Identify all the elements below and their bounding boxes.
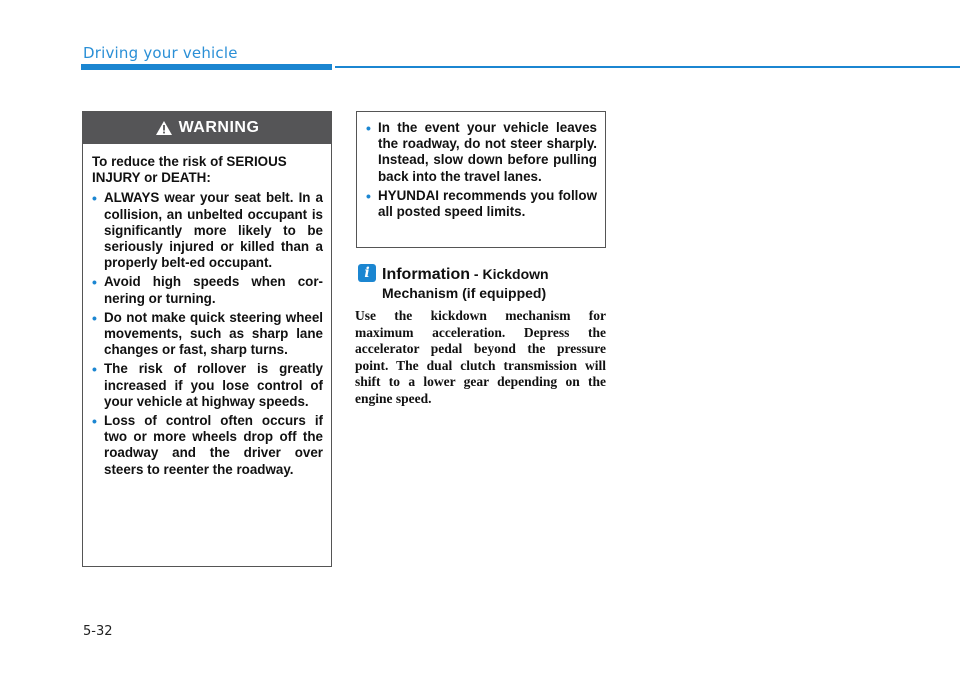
information-separator: -	[470, 266, 483, 282]
section-title: Driving your vehicle	[83, 44, 238, 62]
list-item	[92, 274, 323, 306]
warning-list	[92, 190, 323, 477]
list-item-text: Do not make quick steering wheel movements, such as sharp lane changes or fast, sharp turns.	[104, 309, 323, 358]
bullet-icon: •	[92, 361, 97, 378]
information-title	[382, 265, 612, 302]
warning-body	[83, 144, 331, 478]
information-topic: Kickdown Mechanism (if equipped)	[382, 266, 549, 301]
warning-label: WARNING	[178, 119, 260, 136]
warning-intro: To reduce the risk of SERIOUS INJURY or DEATH:	[92, 154, 287, 186]
header-rule-thin	[335, 66, 960, 68]
list-item-text: ALWAYS wear your seat belt. In a collision, an unbelted occupant is significantly more likely to be seriously injured or killed than a properly belt-ed occupant.	[104, 190, 323, 271]
list-item	[92, 413, 323, 478]
bullet-icon: •	[92, 309, 97, 326]
header-rule-thick	[81, 64, 332, 70]
bullet-icon: •	[366, 120, 371, 136]
bullet-icon: •	[92, 190, 97, 207]
list-item	[366, 188, 597, 220]
warning-continued-list	[366, 120, 597, 220]
list-item-text: HYUNDAI recommends you follow all posted speed limits.	[378, 187, 597, 220]
information-text: Use the kickdown mechanism for maximum acceleration. Depress the accelerator pedal beyond the pressure point. The dual clutch transmission will shift to a lower gear depending on the engine speed.	[355, 308, 606, 406]
warning-continued-box	[356, 111, 606, 248]
bullet-icon: •	[366, 187, 371, 204]
list-item	[92, 361, 323, 410]
list-item-text: Loss of control often occurs if two or more wheels drop off the roadway and the driver over steers to reenter the roadway.	[104, 413, 323, 477]
info-icon: i	[358, 264, 376, 282]
list-item-text: The risk of rollover is greatly increased if you lose control of your vehicle at highway speeds.	[104, 361, 323, 409]
page-number: 5-32	[83, 624, 113, 639]
bullet-icon: •	[92, 413, 97, 430]
information-label: Information	[382, 266, 470, 283]
list-item	[92, 190, 323, 271]
warning-triangle-icon	[155, 120, 173, 136]
list-item-text: Avoid high speeds when cor-nering or turning.	[104, 274, 323, 306]
warning-box	[82, 111, 332, 567]
bullet-icon: •	[92, 274, 97, 291]
list-item	[92, 310, 323, 359]
warning-header	[83, 112, 331, 144]
warning-continued-body	[357, 112, 605, 220]
list-item	[366, 120, 597, 185]
list-item-text: In the event your vehicle leaves the roadway, do not steer sharply. Instead, slow down before pulling back into the travel lanes.	[378, 120, 597, 184]
